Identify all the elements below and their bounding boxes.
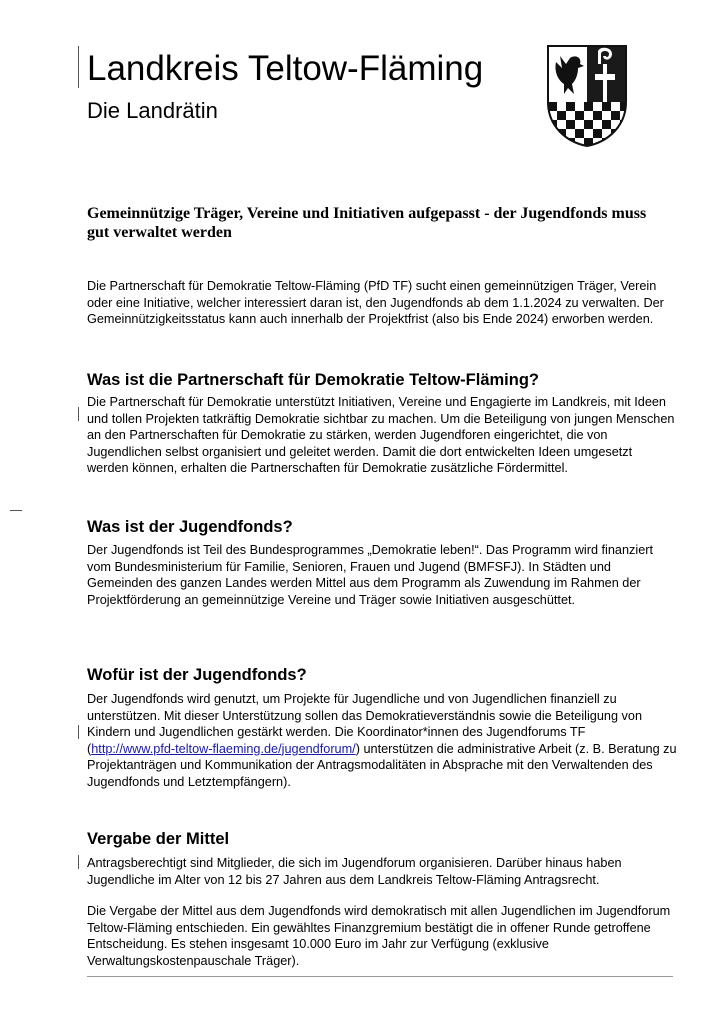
margin-bar — [78, 725, 79, 739]
section-paragraph — [87, 691, 677, 791]
page-subtitle: Die Landrätin — [87, 98, 218, 123]
section-heading: Was ist die Partnerschaft für Demokratie Teltow-Fläming? — [87, 371, 540, 389]
intro-paragraph: Die Partnerschaft für Demokratie Teltow-Fläming (PfD TF) sucht einen gemeinnützigen Träger, Verein oder eine Initiative, welcher interessiert daran ist, den Jugendfonds ab dem 1.1.2024 zu verwalten. Der Gemeinnützigkeitsstatus kann auch innerhalb der Projektfrist (also bis Ende 2024) erworben werden. — [87, 279, 664, 327]
section-paragraph: Die Vergabe der Mittel aus dem Jugendfonds wird demokratisch mit allen Jugendlichen im Jugendforum Teltow-Fläming entschieden. Ein gewähltes Finanzgremium bestätigt die in offener Runde getroffene Entscheidung. Es stehen insgesamt 10.000 Euro im Jahr zur Verfügung (exklusive Verwaltungskostenpauschale Träger). — [87, 904, 671, 968]
section-paragraph: Die Partnerschaft für Demokratie unterstützt Initiativen, Vereine und Engagierte im Landkreis, mit Ideen und tollen Projekten tatkräftig Demokratie sichtbar zu machen. Um die Beteiligung von jungen Menschen an den Partnerschaften für Demokratie zu stärken, werden Jugendforen eingerichtet, die von Jugendlichen selbst organisiert und geleitet werden. Damit die dort entwickelten Ideen umgesetzt werden können, erhalten die Partnerschaften für Demokratie zusätzliche Fördermittel. — [87, 395, 675, 476]
document-headline: Gemeinnützige Träger, Vereine und Initiativen aufgepasst - der Jugendfonds muss gut verwaltet werden — [87, 205, 647, 241]
footer-divider — [87, 976, 673, 977]
section-paragraph: Der Jugendfonds ist Teil des Bundesprogrammes „Demokratie leben!“. Das Programm wird finanziert vom Bundesministerium für Familie, Senioren, Frauen und Jugend (BMFSFJ). In Städten und Gemeinden des ganzen Landes werden Mittel aus dem Programm als Zuwendung im Rahmen der Projektförderung an gemeinnützige Vereine und Träger sowie Initiativen ausgeschüttet. — [87, 543, 654, 607]
coat-of-arms-icon — [546, 44, 628, 148]
paragraph-text: ) unterstützen die administrative Arbeit (z. B. Beratung zu Projektanträgen und Kommunikation der Antragsmodalitäten in Absprache mit den Verwaltenden des Jugendfonds und Letztempfängern). — [87, 741, 677, 789]
margin-tick — [10, 510, 22, 511]
margin-bar — [78, 46, 79, 88]
margin-bar — [78, 855, 79, 869]
section-paragraph: Antragsberechtigt sind Mitglieder, die sich im Jugendforum organisieren. Darüber hinaus haben Jugendliche im Alter von 12 bis 27 Jahren aus dem Landkreis Teltow-Fläming Antragsrecht. — [87, 856, 622, 887]
section-heading: Was ist der Jugendfonds? — [87, 518, 293, 536]
page-title: Landkreis Teltow-Fläming — [87, 49, 484, 88]
paragraph-text: Der Jugendfonds wird genutzt, um Projekte für Jugendliche und von Jugendlichen finanziell zu unterstützen. Mit dieser Unterstützung sollen das Demokratieverständnis sowie die Beteiligung von Kindern und Jugendlichen gestärkt werden. Die Koordinator*innen des Jugendforums TF ( — [87, 692, 643, 756]
margin-bar — [78, 407, 79, 421]
jugendforum-link[interactable]: http://www.pfd-teltow-flaeming.de/jugendforum/ — [91, 741, 356, 756]
section-heading: Vergabe der Mittel — [87, 830, 230, 848]
section-heading: Wofür ist der Jugendfonds? — [87, 666, 307, 684]
